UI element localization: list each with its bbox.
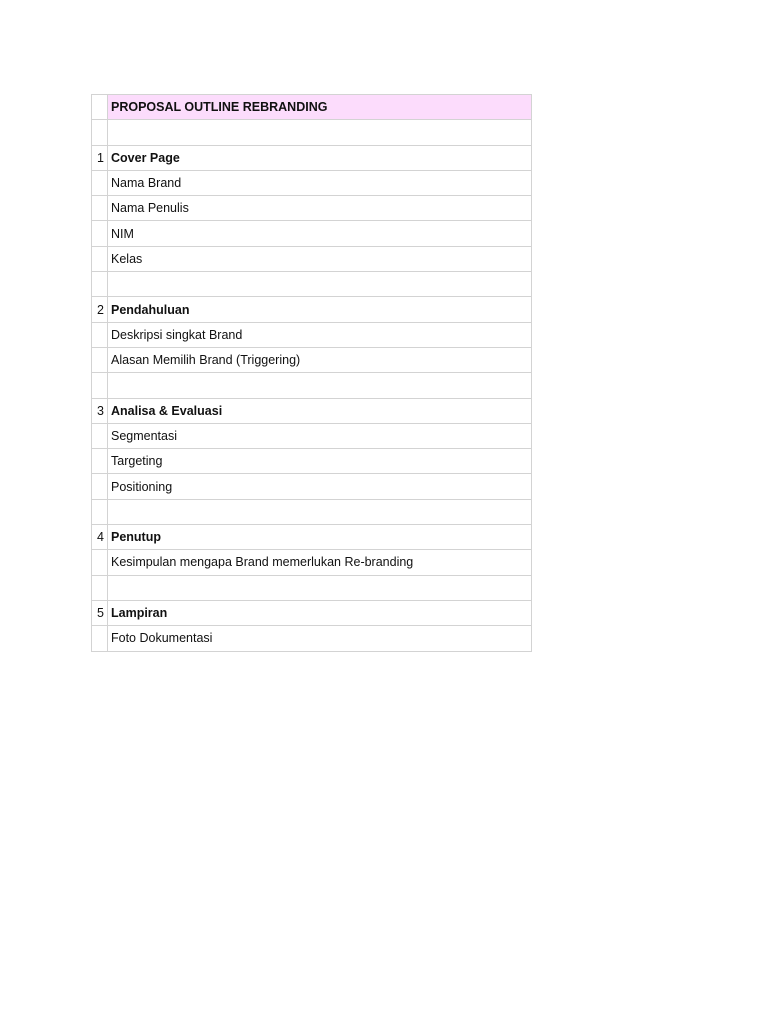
outline-item-row <box>92 170 532 195</box>
outline-item-row <box>92 246 532 271</box>
outline-item: Foto Dokumentasi <box>108 626 532 651</box>
blank-row <box>92 272 532 297</box>
section-number-cell <box>92 550 108 575</box>
outline-item: Nama Brand <box>108 170 532 195</box>
outline-item-row <box>92 322 532 347</box>
outline-title: PROPOSAL OUTLINE REBRANDING <box>108 95 532 120</box>
outline-item-row <box>92 474 532 499</box>
section-heading-row <box>92 600 532 625</box>
outline-table-body <box>92 95 532 652</box>
section-heading: Cover Page <box>108 145 532 170</box>
outline-item-row <box>92 449 532 474</box>
title-number-cell <box>92 95 108 120</box>
section-number-cell <box>92 449 108 474</box>
section-number-cell <box>92 373 108 398</box>
outline-item-row <box>92 550 532 575</box>
blank-cell <box>108 499 532 524</box>
section-heading: Analisa & Evaluasi <box>108 398 532 423</box>
section-number-cell: 2 <box>92 297 108 322</box>
outline-item: Deskripsi singkat Brand <box>108 322 532 347</box>
blank-row <box>92 575 532 600</box>
section-number-cell <box>92 120 108 145</box>
blank-cell <box>108 373 532 398</box>
section-number-cell <box>92 246 108 271</box>
section-number-cell <box>92 272 108 297</box>
outline-item: Alasan Memilih Brand (Triggering) <box>108 347 532 372</box>
section-heading: Penutup <box>108 525 532 550</box>
outline-item: Nama Penulis <box>108 196 532 221</box>
blank-cell <box>108 272 532 297</box>
outline-item: Positioning <box>108 474 532 499</box>
section-number-cell: 4 <box>92 525 108 550</box>
blank-cell <box>108 120 532 145</box>
title-row <box>92 95 532 120</box>
section-heading: Lampiran <box>108 600 532 625</box>
blank-row <box>92 120 532 145</box>
section-number-cell <box>92 170 108 195</box>
outline-item-row <box>92 196 532 221</box>
section-number-cell <box>92 423 108 448</box>
outline-item-row <box>92 347 532 372</box>
outline-item-row <box>92 626 532 651</box>
outline-item: NIM <box>108 221 532 246</box>
section-heading-row <box>92 297 532 322</box>
blank-cell <box>108 575 532 600</box>
section-heading-row <box>92 398 532 423</box>
section-number-cell <box>92 347 108 372</box>
section-heading-row <box>92 525 532 550</box>
outline-item: Targeting <box>108 449 532 474</box>
section-heading: Pendahuluan <box>108 297 532 322</box>
blank-row <box>92 373 532 398</box>
section-number-cell: 5 <box>92 600 108 625</box>
outline-item: Segmentasi <box>108 423 532 448</box>
section-number-cell: 1 <box>92 145 108 170</box>
section-number-cell <box>92 322 108 347</box>
outline-table <box>91 94 532 652</box>
section-number-cell <box>92 221 108 246</box>
section-number-cell <box>92 196 108 221</box>
section-number-cell: 3 <box>92 398 108 423</box>
outline-item-row <box>92 423 532 448</box>
blank-row <box>92 499 532 524</box>
outline-item: Kelas <box>108 246 532 271</box>
section-number-cell <box>92 474 108 499</box>
section-number-cell <box>92 499 108 524</box>
outline-item: Kesimpulan mengapa Brand memerlukan Re-branding <box>108 550 532 575</box>
section-number-cell <box>92 626 108 651</box>
section-heading-row <box>92 145 532 170</box>
outline-item-row <box>92 221 532 246</box>
section-number-cell <box>92 575 108 600</box>
